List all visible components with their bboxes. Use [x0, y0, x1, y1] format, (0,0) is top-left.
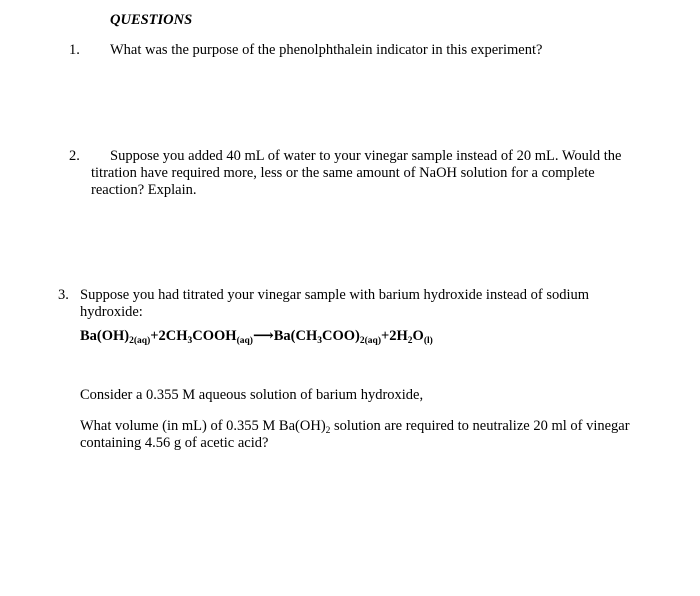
eq-sub-5: 2(aq): [359, 336, 381, 346]
eq-sub-3: (aq): [236, 336, 253, 346]
reaction-arrow-icon: ⟶: [252, 328, 274, 344]
eq-sub-6: 2: [407, 336, 413, 346]
questions-heading: QUESTIONS: [110, 12, 193, 28]
ask-text-2: solution are required to neutralize 20 ml of vinegar: [330, 418, 630, 434]
eq-term-3: COOH: [192, 328, 237, 344]
question-3-ask-line-2: containing 4.56 g of acetic acid?: [80, 435, 269, 451]
eq-term-4: Ba(CH: [273, 328, 318, 344]
question-2-line-3: reaction? Explain.: [91, 182, 197, 198]
eq-sub-1: 2(aq): [129, 336, 151, 346]
eq-sub-4: 3: [317, 336, 323, 346]
question-2-line-2: titration have required more, less or the same amount of NaOH solution for a complete: [91, 165, 595, 181]
ask-text-1: What volume (in mL) of 0.355 M Ba(OH): [80, 418, 326, 434]
question-2-line-1: Suppose you added 40 mL of water to your vinegar sample instead of 20 mL. Would the: [110, 148, 622, 164]
ask-sub: 2: [325, 426, 331, 436]
eq-term-7: O: [412, 328, 424, 344]
eq-sub-7: (l): [423, 336, 433, 346]
eq-term-6: +2H: [381, 328, 408, 344]
question-3-ask-line-1: [80, 418, 630, 435]
eq-sub-2: 3: [187, 336, 193, 346]
question-3-number: 3.: [58, 287, 69, 303]
question-2-number: 2.: [69, 148, 80, 164]
question-3-line-1: Suppose you had titrated your vinegar sample with barium hydroxide instead of sodium: [80, 287, 590, 303]
eq-term-5: COO): [322, 328, 360, 344]
eq-term-1: Ba(OH): [80, 328, 130, 344]
question-3-consider: Consider a 0.355 M aqueous solution of barium hydroxide,: [80, 387, 424, 403]
chemical-equation: [80, 328, 433, 345]
question-1-text: What was the purpose of the phenolphthalein indicator in this experiment?: [110, 42, 543, 58]
eq-term-2: +2CH: [150, 328, 188, 344]
question-1-number: 1.: [69, 42, 80, 58]
question-3-line-2: hydroxide:: [80, 304, 143, 320]
